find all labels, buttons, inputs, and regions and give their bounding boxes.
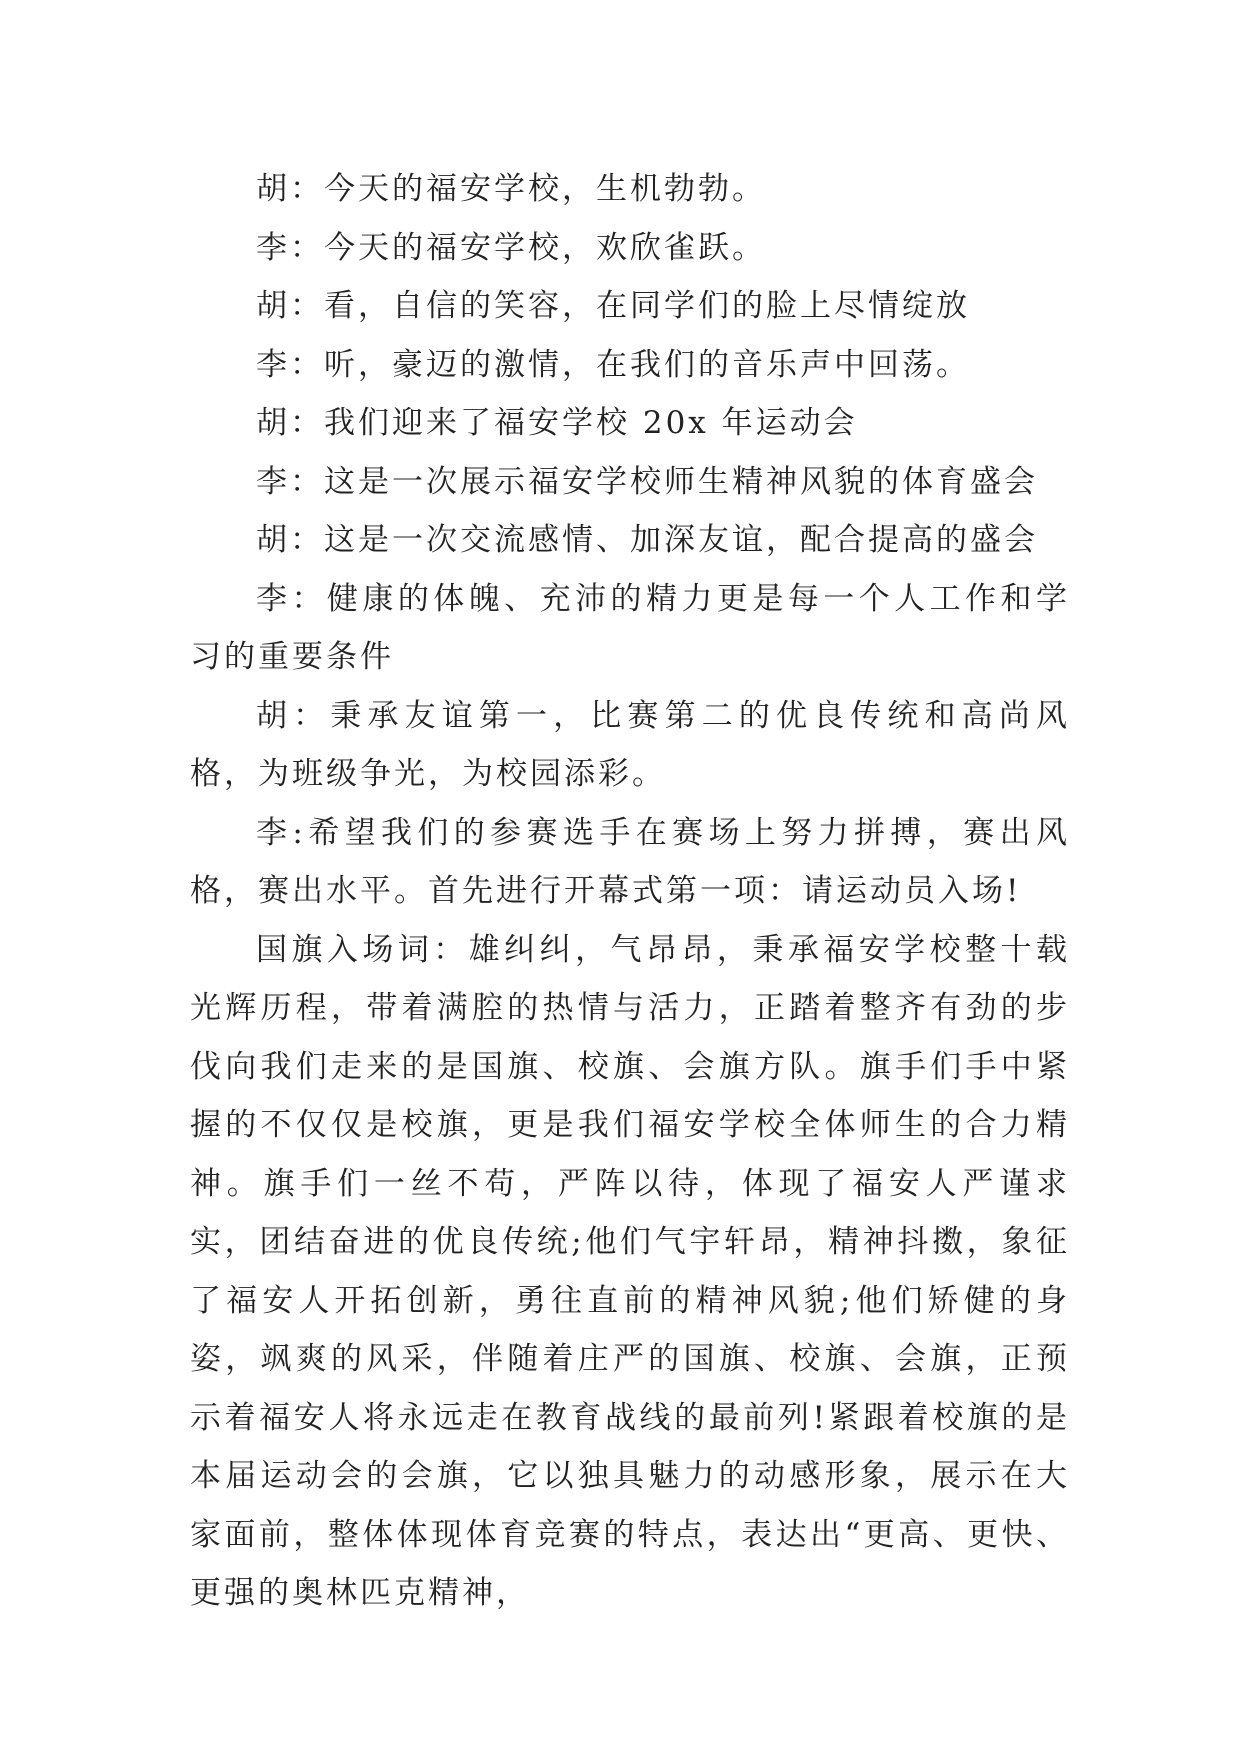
dialogue-line-li-3: 李：这是一次展示福安学校师生精神风貌的体育盛会 bbox=[256, 463, 1038, 500]
dialogue-line-hu-1: 胡：今天的福安学校，生机勃勃。 bbox=[256, 171, 766, 207]
dialogue-line-li-2: 李：听，豪迈的激情，在我们的音乐声中回荡。 bbox=[256, 346, 970, 383]
dialogue-line-li-1: 李：今天的福安学校，欢欣雀跃。 bbox=[256, 229, 766, 266]
dialogue-line-li-4: 李：健康的体魄、充沛的精力更是每一个人工作和学习的重要条件 bbox=[190, 580, 1070, 675]
document-body bbox=[190, 160, 1070, 1623]
dialogue-line-hu-3: 胡：我们迎来了福安学校 20x 年运动会 bbox=[256, 405, 858, 441]
flag-entrance-speech: 国旗入场词：雄纠纠，气昂昂，秉承福安学校整十载光辉历程，带着满腔的热情与活力，正踏着整齐有劲的步伐向我们走来的是国旗、校旗、会旗方队。旗手们手中紧握的不仅仅是校旗，更是我们福安学校全体师生的合力精神。旗手们一丝不苟，严阵以待，体现了福安人严谨求实，团结奋进的优良传统;他们气宇轩昂，精神抖擞，象征了福安人开拓创新，勇往直前的精神风貌;他们矫健的身姿，飒爽的风采，伴随着庄严的国旗、校旗、会旗，正预示着福安人将永远走在教育战线的最前列!紧跟着校旗的是本届运动会的会旗，它以独具魅力的动感形象，展示在大家面前，整体体现体育竞赛的特点，表达出“更高、更快、更强的奥林匹克精神， bbox=[190, 931, 1070, 1611]
dialogue-line-li-5: 李:希望我们的参赛选手在赛场上努力拼搏，赛出风格，赛出水平。首先进行开幕式第一项：请运动员入场! bbox=[190, 814, 1070, 909]
dialogue-line-hu-4: 胡：这是一次交流感情、加深友谊，配合提高的盛会 bbox=[256, 522, 1038, 558]
dialogue-line-hu-5: 胡：秉承友谊第一，比赛第二的优良传统和高尚风格，为班级争光，为校园添彩。 bbox=[190, 697, 1070, 792]
dialogue-line-hu-2: 胡：看，自信的笑容，在同学们的脸上尽情绽放 bbox=[256, 288, 970, 324]
